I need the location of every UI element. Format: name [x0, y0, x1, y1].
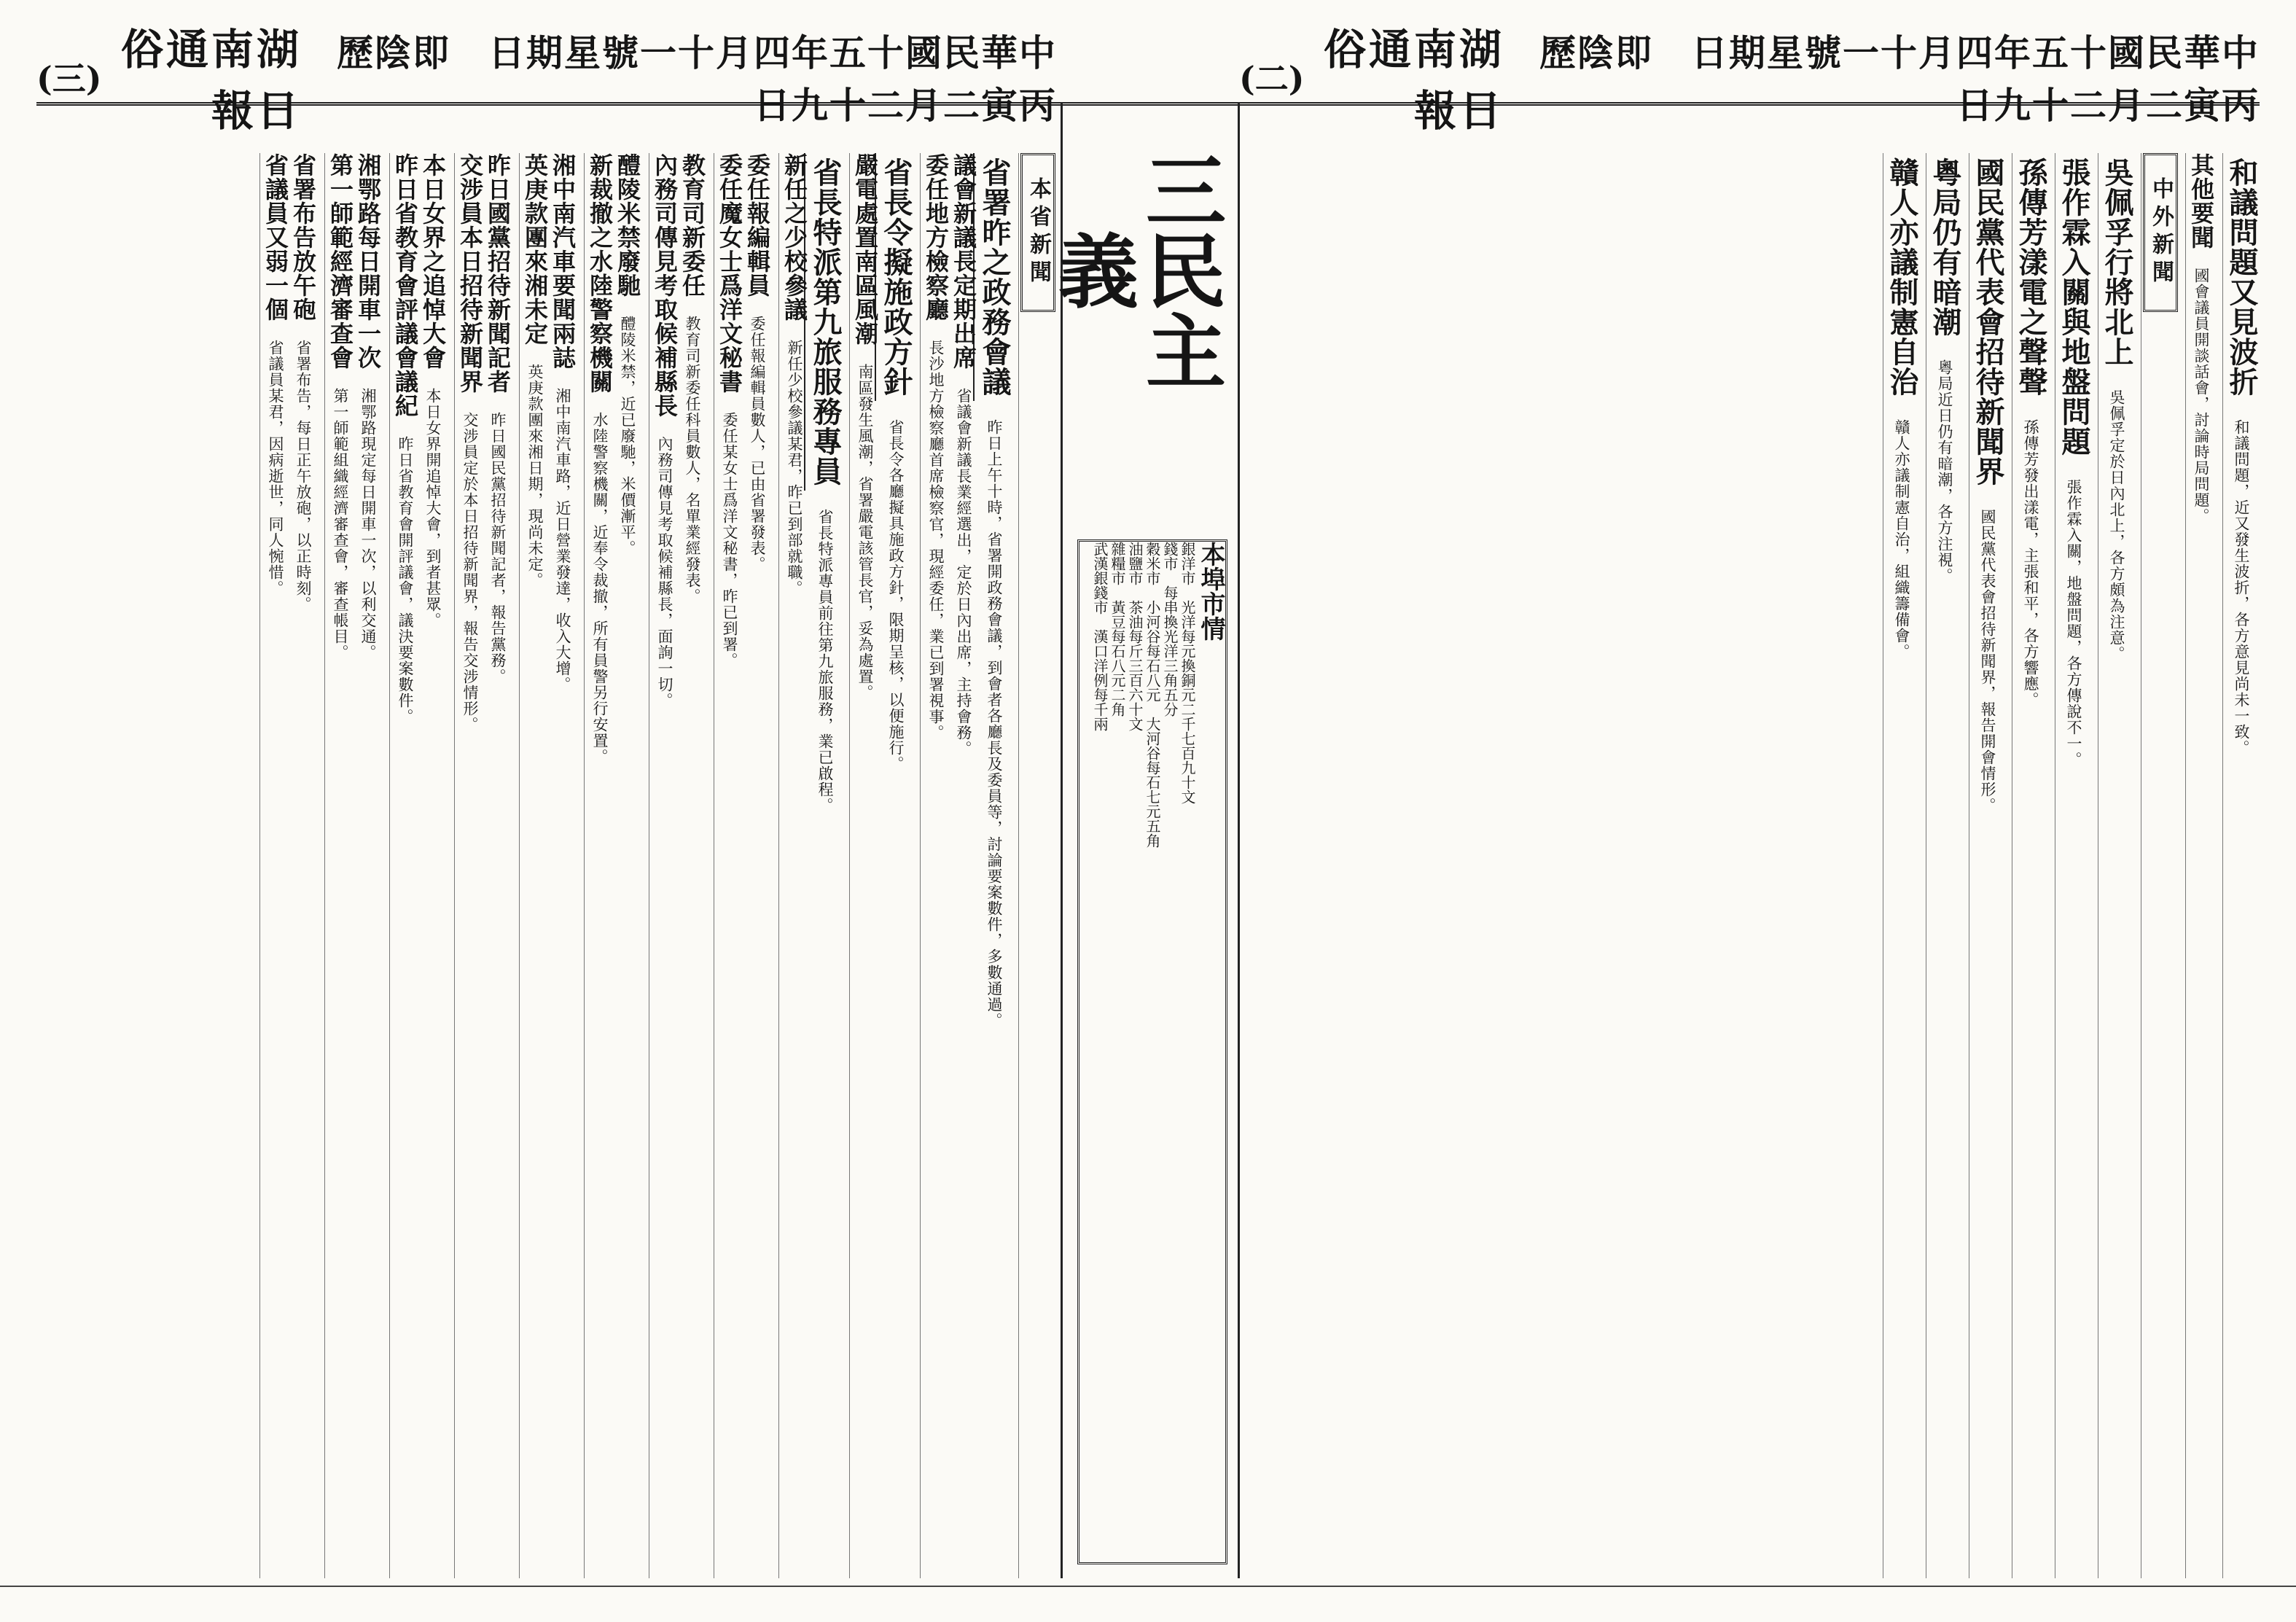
article-column — [1926, 153, 1963, 1578]
article-body: 內務司傳見考取候補縣長，面詢一切。 — [656, 436, 673, 709]
article-body: 交涉員定於本日招待新聞界，報告交涉情形。 — [461, 412, 479, 733]
article-body: 贛人亦議制憲自治，組織籌備會。 — [1893, 419, 1910, 660]
article-column — [778, 153, 843, 1578]
article-headline: 吳佩孚行將北上 — [2098, 153, 2135, 371]
article-column — [519, 153, 578, 1578]
article-headline: 嚴電處置南區風潮 — [851, 153, 879, 346]
market-line: 錢市 每串換光洋三角五分 — [1161, 542, 1179, 717]
article-body: 昨日省教育會開評議會，議決要案數件。 — [397, 436, 414, 725]
market-line: 穀米市 小河谷每石八元 大河谷每石七元五角 — [1144, 542, 1161, 848]
article-column — [324, 153, 383, 1578]
issue-date-left: 中華民國十五年四月十一號星期日 即陰歷丙寅二月二十九日 — [337, 31, 1057, 127]
article-headline: 交涉員本日招待新聞界 — [456, 153, 484, 394]
article-headline: 省署昨之政務會議 — [973, 153, 1012, 401]
newspaper-name-left: 湖南通俗日報 — [121, 25, 302, 136]
section-label-column — [1018, 153, 1057, 1578]
market-prices-title: 本埠市情 — [1196, 542, 1225, 641]
page-number-left: (三) — [36, 59, 102, 98]
article-headline: 湘中南汽車要聞兩誌 — [549, 153, 577, 370]
page-three — [36, 44, 1057, 1578]
article-column — [454, 153, 513, 1578]
article-headline: 委任報編輯員 — [743, 153, 771, 297]
section-label-box: 本省新聞 — [1020, 153, 1055, 312]
left-page-columns — [36, 153, 1057, 1578]
bottom-rule — [0, 1586, 2296, 1587]
article-headline: 粵局仍有暗潮 — [1926, 153, 1963, 341]
article-headline: 國民黨代表會招待新聞界 — [1969, 153, 2006, 491]
article-headline: 湘鄂路每日開車一次 — [354, 153, 382, 370]
article-body: 教育司新委任科員數人，名單業經發表。 — [684, 316, 701, 604]
article-column — [2222, 153, 2260, 1578]
article-headline: 委任魔女士爲洋文秘書 — [716, 153, 743, 394]
article-headline: 英庚款團來湘未定 — [521, 153, 549, 346]
article-body: 張作霖入關，地盤問題，各方傳說不一。 — [2065, 479, 2082, 768]
market-line: 銀洋市 光洋每元換銅元二千七百九十文 — [1179, 542, 1196, 804]
article-body: 委任報編輯員數人，已由省署發表。 — [749, 316, 766, 572]
page-two — [1239, 44, 2260, 1578]
article-headline: 贛人亦議制憲自治 — [1883, 153, 1920, 401]
article-headline: 醴陵米禁廢馳 — [614, 153, 641, 297]
article-column — [2185, 153, 2217, 1578]
article-column — [259, 153, 319, 1578]
article-body: 省議員某君，因病逝世，同人惋惜。 — [267, 340, 284, 596]
issue-date-right: 中華民國十五年四月十一號星期日 即陰歷丙寅二月二十九日 — [1539, 31, 2260, 127]
article-body: 昨日上午十時，省署開政務會議，到會者各廳長及委員等，討論要案數件，多數通過。 — [985, 419, 1003, 1029]
article-body: 湘中南汽車路，近日營業發達，收入大增。 — [554, 388, 571, 693]
article-column — [2098, 153, 2135, 1578]
article-headline: 省署布告放午砲 — [289, 153, 317, 321]
article-body: 新任少校參議某君，昨已到部就職。 — [786, 340, 803, 596]
article-column — [849, 153, 914, 1578]
article-headline: 省議員又弱一個 — [262, 153, 289, 321]
article-column — [1969, 153, 2006, 1578]
article-body: 省署布告，每日正午放砲，以正時刻。 — [294, 340, 312, 612]
article-headline: 新裁撤之水陸警察機關 — [586, 153, 614, 394]
article-body: 吳佩孚定於日內北上，各方頗為注意。 — [2108, 389, 2125, 662]
article-headline: 和議問題又見波折 — [2222, 153, 2260, 401]
article-headline: 議會新議長定期出席 — [950, 153, 977, 370]
article-body: 孫傳芳發出漾電，主張和平，各方響應。 — [2022, 419, 2039, 708]
article-headline: 省長令擬施政方針 — [875, 153, 914, 401]
article-body: 國會議員開談話會，討論時局問題。 — [2192, 268, 2210, 524]
article-body: 和議問題，近又發生波折，各方意見尚未一致。 — [2233, 419, 2250, 756]
article-body: 本日女界開追悼大會，到者甚眾。 — [424, 388, 442, 628]
article-body: 醴陵米禁，近已廢馳，米價漸平。 — [619, 316, 636, 556]
article-column — [1883, 153, 1920, 1578]
article-body: 南區發生風潮，省署嚴電該管長官，妥為處置。 — [856, 364, 874, 701]
article-column — [920, 153, 1012, 1578]
article-body: 省長令各廳擬具施政方針，限期呈核，以便施行。 — [887, 419, 905, 772]
article-column — [2012, 153, 2049, 1578]
article-headline: 昨日國黨招待新聞記者 — [484, 153, 512, 394]
article-body: 省長特派專員前往第九旅服務，業已啟程。 — [816, 509, 834, 814]
article-body: 長沙地方檢察廳首席檢察官，現經委任，業已到署視事。 — [927, 340, 945, 741]
market-line: 油鹽市 茶油每斤三百六十文 — [1126, 542, 1144, 731]
article-column — [584, 153, 643, 1578]
section-label-box: 中外新聞 — [2143, 153, 2178, 312]
page-number-right: (二) — [1239, 59, 1305, 98]
center-strip — [1045, 102, 1240, 1578]
article-column — [714, 153, 773, 1578]
article-body: 省議會新議長業經選出，定於日內出席，主持會務。 — [955, 388, 972, 757]
article-headline: 教育司新委任 — [679, 153, 706, 297]
article-headline: 新任之少校參議 — [781, 153, 808, 321]
san-min-zhu-yi-motto: 三民主義 — [1045, 149, 1227, 390]
article-headline: 本日女界之追悼大會 — [419, 153, 447, 370]
newspaper-name-right: 湖南通俗日報 — [1324, 25, 1505, 136]
article-headline: 第一師範經濟審查會 — [327, 153, 354, 370]
section-label-column — [2141, 153, 2179, 1578]
market-line: 雜糧市 黃豆每石八元二角 — [1109, 542, 1126, 717]
article-headline: 內務司傳見考取候補縣長 — [651, 153, 679, 418]
article-body: 粵局近日仍有暗潮，各方注視。 — [1936, 359, 1953, 584]
market-prices-box — [1077, 539, 1227, 1564]
article-headline: 孫傳芳漾電之聲聲 — [2012, 153, 2049, 401]
article-body: 委任某女士爲洋文秘書，昨已到署。 — [721, 412, 738, 668]
article-headline: 省長特派第九旅服務專員 — [804, 153, 843, 491]
article-body: 英庚款團來湘日期，現尚未定。 — [526, 364, 544, 588]
article-headline: 昨日省教育會評議會議紀 — [391, 153, 419, 418]
article-column — [649, 153, 708, 1578]
article-body: 昨日國民黨招待新聞記者，報告黨務。 — [489, 412, 507, 685]
article-headline: 張作霖入關與地盤問題 — [2055, 153, 2092, 461]
article-body: 第一師範組織經濟審查會，審查帳目。 — [332, 388, 349, 660]
article-body: 水陸警察機關，近奉令裁撤，所有員警另行安置。 — [591, 412, 609, 765]
article-body: 國民黨代表會招待新聞界，報告開會情形。 — [1979, 509, 1996, 814]
article-column — [2055, 153, 2092, 1578]
article-headline: 委任地方檢察廳 — [922, 153, 950, 321]
article-body: 湘鄂路現定每日開車一次，以利交通。 — [359, 388, 377, 660]
article-headline: 其他要聞 — [2187, 153, 2215, 249]
article-column — [389, 153, 448, 1578]
right-page-columns — [1239, 153, 2260, 1578]
market-line: 武漢銀錢市 漢口洋例每千兩 — [1091, 542, 1109, 731]
